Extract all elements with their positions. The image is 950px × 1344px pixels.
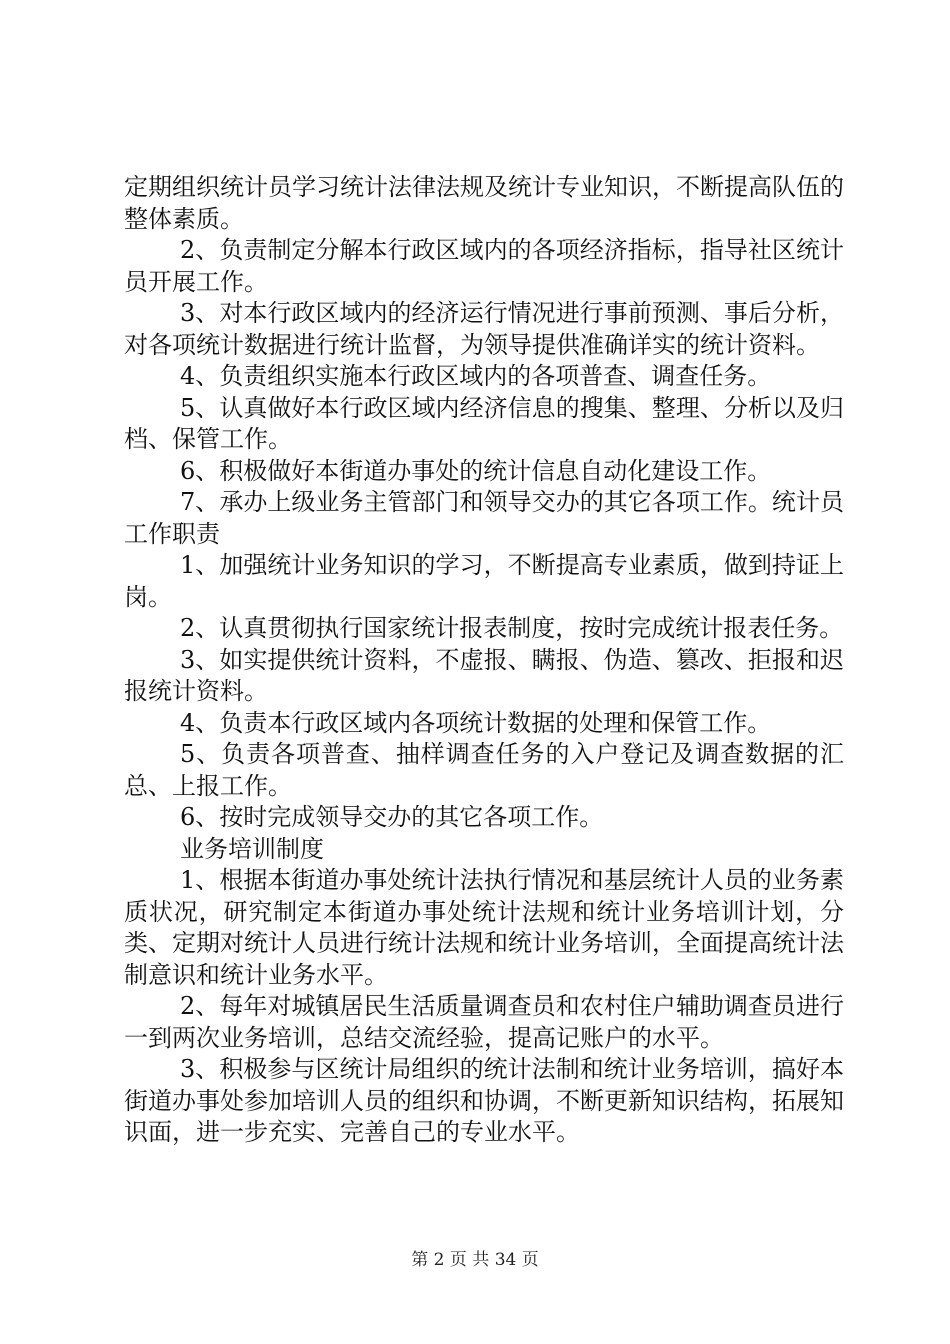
paragraph: 5、负责各项普查、抽样调查任务的入户登记及调查数据的汇总、上报工作。 bbox=[124, 740, 844, 800]
paragraph: 3、对本行政区域内的经济运行情况进行事前预测、事后分析，对各项统计数据进行统计监督，为领导提供准确详实的统计资料。 bbox=[124, 299, 844, 359]
paragraph: 6、积极做好本街道办事处的统计信息自动化建设工作。 bbox=[180, 456, 772, 485]
paragraph: 3、积极参与区统计局组织的统计法制和统计业务培训，搞好本街道办事处参加培训人员的组织和协调，不断更新知识结构，拓展知识面，进一步充实、完善自己的专业水平。 bbox=[124, 1055, 844, 1146]
paragraph: 4、负责组织实施本行政区域内的各项普查、调查任务。 bbox=[180, 362, 772, 390]
paragraph: 定期组织统计员学习统计法律法规及统计专业知识，不断提高队伍的整体素质。 bbox=[124, 173, 844, 233]
paragraph: 3、如实提供统计资料，不虚报、瞒报、伪造、篡改、拒报和迟报统计资料。 bbox=[124, 645, 844, 705]
paragraph: 7、承办上级业务主管部门和领导交办的其它各项工作。统计员工作职责 bbox=[124, 488, 844, 548]
paragraph: 6、按时完成领导交办的其它各项工作。 bbox=[180, 803, 604, 831]
paragraph: 1、根据本街道办事处统计法执行情况和基层统计人员的业务素质状况，研究制定本街道办事处统计法规和统计业务培训计划，分类、定期对统计人员进行统计法规和统计业务培训，全面提高统计法制意识和统计业务水平。 bbox=[124, 866, 844, 989]
section-heading: 业务培训制度 bbox=[180, 834, 324, 863]
paragraph: 1、加强统计业务知识的学习，不断提高专业素质，做到持证上岗。 bbox=[124, 551, 844, 611]
paragraph: 2、认真贯彻执行国家统计报表制度，按时完成统计报表任务。 bbox=[180, 614, 844, 642]
paragraph: 4、负责本行政区域内各项统计数据的处理和保管工作。 bbox=[180, 708, 772, 737]
page-number: 第 2 页 共 34 页 bbox=[411, 1250, 539, 1270]
document-body bbox=[124, 172, 844, 1149]
page-footer bbox=[0, 1245, 950, 1270]
paragraph: 2、每年对城镇居民生活质量调查员和农村住户辅助调查员进行一到两次业务培训，总结交流经验，提高记账户的水平。 bbox=[124, 992, 844, 1052]
paragraph: 5、认真做好本行政区域内经济信息的搜集、整理、分析以及归档、保管工作。 bbox=[124, 393, 844, 453]
paragraph: 2、负责制定分解本行政区域内的各项经济指标，指导社区统计员开展工作。 bbox=[124, 236, 844, 296]
